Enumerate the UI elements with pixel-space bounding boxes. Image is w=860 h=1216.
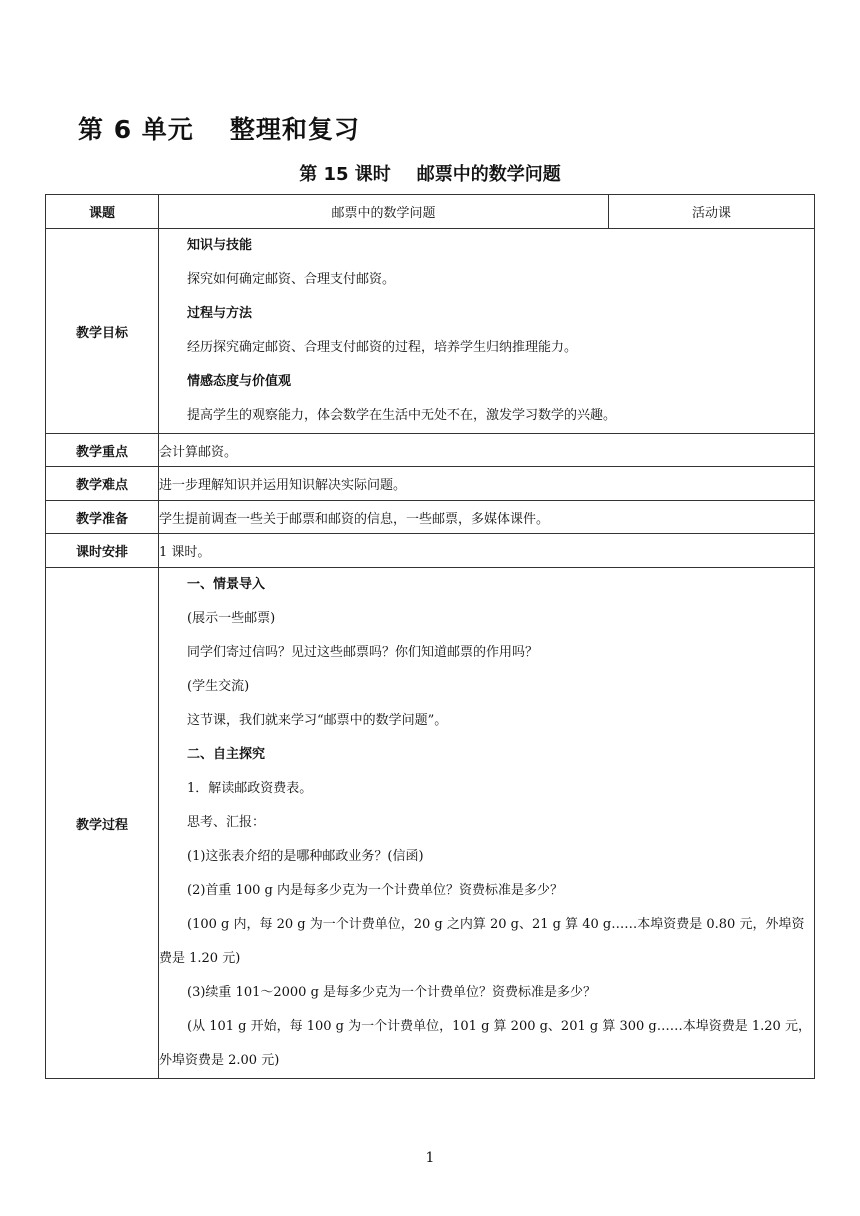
unit-title xyxy=(78,110,360,146)
lesson-title xyxy=(0,160,860,186)
process-line: 思考、汇报： xyxy=(187,815,266,830)
process-line: (2)首重 100 g 内是每多少克为一个计费单位？资费标准是多少？ xyxy=(187,883,563,898)
process-heading: 二、自主探究 xyxy=(187,747,266,762)
process-heading: 一、情景导入 xyxy=(187,577,266,592)
preparation-value: 学生提前调查一些关于邮票和邮资的信息，一些邮票，多媒体课件。 xyxy=(159,501,815,534)
process-line: 1．解读邮政资费表。 xyxy=(187,781,313,796)
difficulty-row xyxy=(46,467,815,501)
process-line: (展示一些邮票) xyxy=(187,611,276,626)
process-label: 教学过程 xyxy=(46,568,159,1079)
process-paragraph: (从 101 g 开始，每 100 g 为一个计费单位，101 g 算 200 g、201 g 算 300 g……本埠资费是 1.20 元，外埠资费是 2.00 元) xyxy=(159,1019,811,1068)
objective-heading: 情感态度与价值观 xyxy=(187,374,292,389)
schedule-label: 课时安排 xyxy=(46,534,159,568)
difficulty-value: 进一步理解知识并运用知识解决实际问题。 xyxy=(159,467,815,501)
process-line: (学生交流) xyxy=(187,679,250,694)
process-line: (1)这张表介绍的是哪种邮政业务？(信函) xyxy=(187,849,424,864)
objective-text: 经历探究确定邮资、合理支付邮资的过程，培养学生归纳推理能力。 xyxy=(187,340,578,355)
lesson-name: 邮票中的数学问题 xyxy=(416,164,561,185)
process-line: 同学们寄过信吗？见过这些邮票吗？你们知道邮票的作用吗？ xyxy=(187,645,539,660)
topic-value: 邮票中的数学问题 xyxy=(159,195,609,229)
lesson-plan-table xyxy=(45,194,815,1079)
page-number: 1 xyxy=(425,1150,435,1166)
topic-row xyxy=(46,195,815,229)
objective-text: 探究如何确定邮资、合理支付邮资。 xyxy=(187,272,396,287)
process-row xyxy=(46,568,815,1079)
process-line: (3)续重 101～2000 g 是每多少克为一个计费单位？资费标准是多少？ xyxy=(187,985,597,1000)
objectives-content xyxy=(159,229,815,434)
objective-heading: 过程与方法 xyxy=(187,306,253,321)
unit-name: 整理和复习 xyxy=(229,115,360,144)
objectives-row xyxy=(46,229,815,434)
objectives-label: 教学目标 xyxy=(46,229,159,434)
objective-text: 提高学生的观察能力，体会数学在生活中无处不在，激发学习数学的兴趣。 xyxy=(187,408,617,423)
difficulty-label: 教学难点 xyxy=(46,467,159,501)
process-content xyxy=(159,568,815,1079)
schedule-value: 1 课时。 xyxy=(159,534,815,568)
key-point-value: 会计算邮资。 xyxy=(159,434,815,467)
unit-number: 第 6 单元 xyxy=(78,115,194,144)
lesson-number: 第 15 课时 xyxy=(299,164,391,185)
preparation-row xyxy=(46,501,815,534)
key-point-label: 教学重点 xyxy=(46,434,159,467)
schedule-row xyxy=(46,534,815,568)
process-paragraph: (100 g 内，每 20 g 为一个计费单位，20 g 之内算 20 g、21 g 算 40 g……本埠资费是 0.80 元，外埠资费是 1.20 元) xyxy=(159,917,805,966)
objective-heading: 知识与技能 xyxy=(187,238,253,253)
topic-type: 活动课 xyxy=(609,195,815,229)
topic-label: 课题 xyxy=(46,195,159,229)
key-point-row xyxy=(46,434,815,467)
process-line: 这节课，我们就来学习“邮票中的数学问题”。 xyxy=(187,713,448,728)
preparation-label: 教学准备 xyxy=(46,501,159,534)
